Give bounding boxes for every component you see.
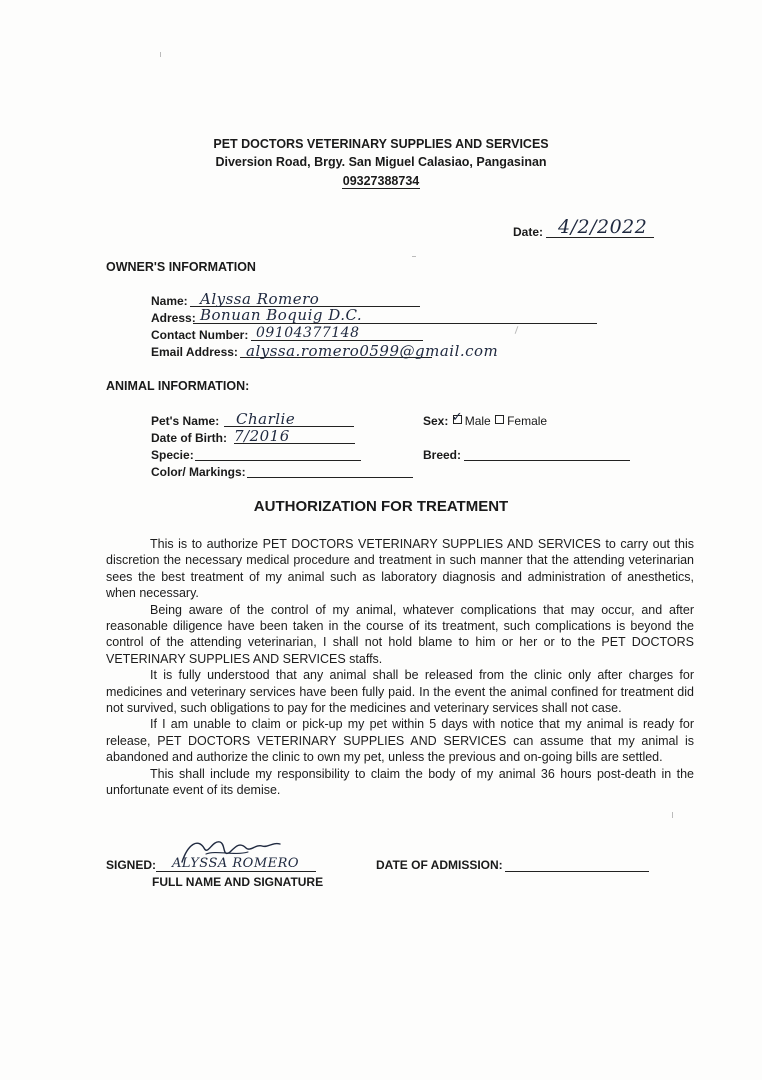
date-label: Date: — [513, 225, 544, 239]
clinic-name: PET DOCTORS VETERINARY SUPPLIES AND SERVICES — [213, 137, 549, 151]
signature-caption: FULL NAME AND SIGNATURE — [152, 875, 324, 889]
owner-address-label: Adress: — [151, 311, 196, 325]
owner-email-value: alyssa.romero0599@gmail.com — [246, 342, 499, 360]
authorization-paragraph: This is to authorize PET DOCTORS VETERINARY SUPPLIES AND SERVICES to carry out this discretion the necessary medical procedure and treatment in such manner that the attending veterinarian sees the best treatment of my animal such as laboratory diagnosis and administration of anesthetics, when necessary. — [106, 537, 694, 601]
sex-female-checkbox[interactable] — [495, 415, 504, 424]
authorization-body — [106, 536, 694, 799]
date-of-admission-line[interactable] — [505, 871, 649, 872]
breed-line[interactable] — [464, 460, 630, 461]
owner-email-label: Email Address: — [151, 345, 238, 359]
date-value: 4/2/2022 — [558, 216, 648, 238]
owner-address-value: Bonuan Boquig D.C. — [200, 306, 363, 324]
check-icon: ✓ — [451, 410, 463, 425]
date-of-admission-label: DATE OF ADMISSION: — [376, 858, 503, 872]
owner-name-label: Name: — [151, 294, 188, 308]
color-label: Color/ Markings: — [151, 465, 246, 479]
authorization-title: AUTHORIZATION FOR TREATMENT — [253, 498, 509, 515]
owner-heading: OWNER'S INFORMATION — [106, 260, 256, 274]
specie-line[interactable] — [195, 460, 361, 461]
clinic-address: Diversion Road, Brgy. San Miguel Calasiao, Pangasinan — [215, 155, 547, 169]
dob-value: 7/2016 — [234, 427, 290, 445]
animal-heading: ANIMAL INFORMATION: — [106, 379, 250, 393]
signed-label: SIGNED: — [106, 858, 157, 872]
scan-speck — [412, 256, 416, 257]
owner-contact-value: 09104377148 — [256, 325, 360, 341]
authorization-paragraph: If I am unable to claim or pick-up my pet within 5 days with notice that my animal is ready for release, PET DOCTORS VETERINARY SUPPLIES AND SERVICES can assume that my animal is abandoned and authorize the clinic to own my pet, unless the previous and on-going bills are settled. — [106, 717, 694, 765]
scan-speck — [160, 52, 161, 57]
signed-name-value: ALYSSA ROMERO — [172, 856, 300, 871]
authorization-paragraph: Being aware of the control of my animal, whatever complications that may occur, and after reasonable diligence have been taken in the course of its treatment, such complications is beyond the control of the attending veterinarian, I shall not hold blame to him or her or to the PET DOCTORS VETERINARY SUPPLIES AND SERVICES staffs. — [106, 602, 694, 666]
specie-label: Specie: — [151, 448, 194, 462]
authorization-paragraph: This shall include my responsibility to claim the body of my animal 36 hours post-death in the unfortunate event of its demise. — [106, 766, 694, 798]
pet-name-label: Pet's Name: — [151, 414, 220, 428]
owner-name-value: Alyssa Romero — [200, 290, 320, 308]
breed-label: Breed: — [423, 448, 462, 462]
scan-speck — [515, 326, 519, 334]
authorization-paragraph: It is fully understood that any animal shall be released from the clinic only after charges for medicines and veterinary services have been fully paid. In the event the animal confined for treatment did not survived, such obligations to pay for the medicines and veterinary services shall not case. — [106, 668, 694, 716]
sex-label: Sex: — [423, 414, 449, 428]
scan-speck — [672, 812, 673, 818]
pet-name-value: Charlie — [236, 410, 296, 428]
sex-female-label: Female — [507, 414, 548, 428]
sex-male-checkbox[interactable] — [451, 410, 463, 425]
sex-male-label: Male — [464, 414, 491, 428]
dob-label: Date of Birth: — [151, 431, 227, 445]
sex-field — [423, 410, 548, 428]
color-line[interactable] — [247, 477, 413, 478]
clinic-phone: 09327388734 — [342, 174, 420, 188]
signature-scribble — [176, 834, 286, 866]
owner-contact-label: Contact Number: — [151, 328, 249, 342]
signed-line[interactable] — [156, 871, 316, 872]
